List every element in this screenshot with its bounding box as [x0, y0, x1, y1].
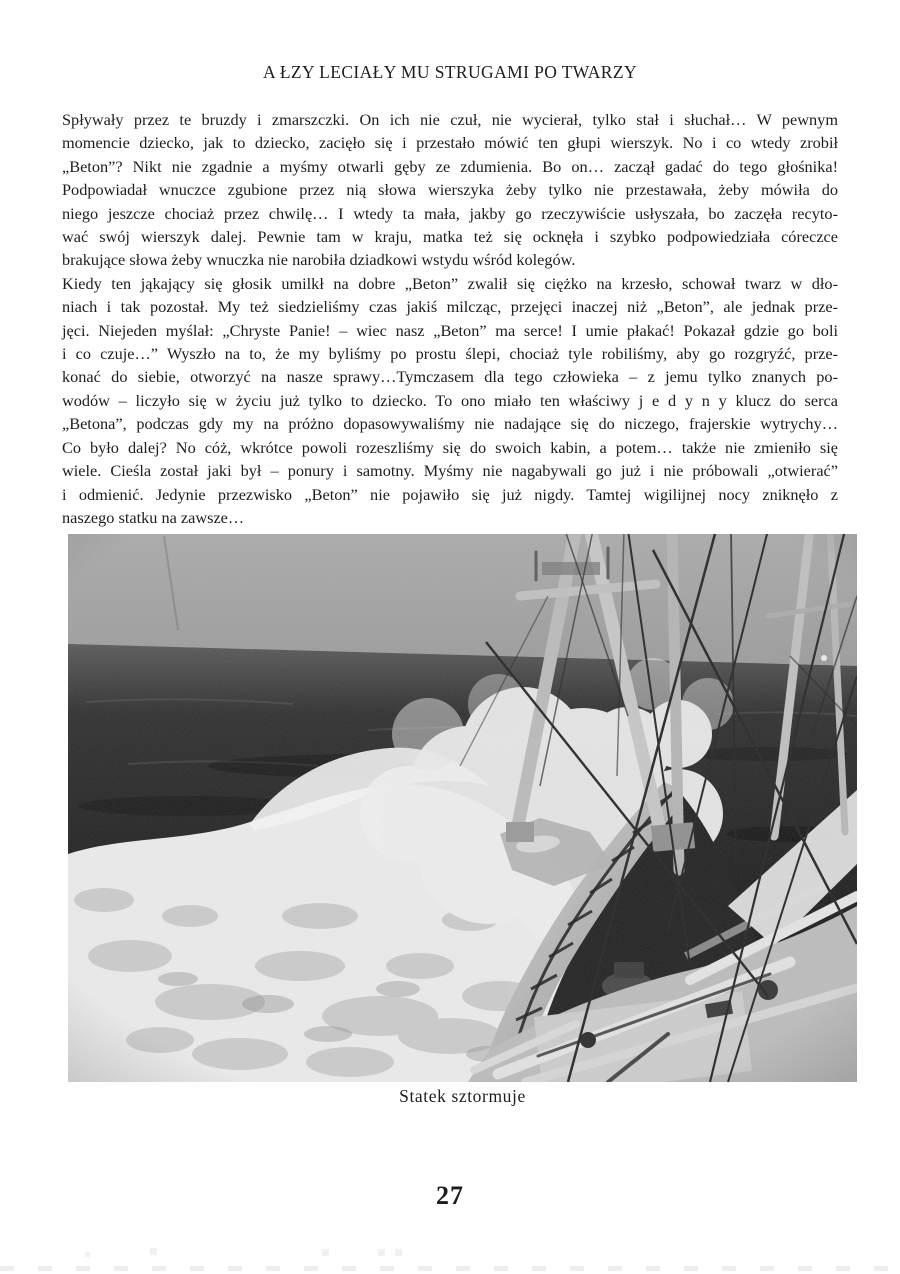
text-line: i odmienić. Jedynie przezwisko „Beton” nie pojawiło się już nigdy. Tamtej wigilijnej nocy zniknęło z [62, 484, 838, 504]
text-line: momencie dziecko, jak to dziecko, zacięło się i przestało mówić ten głupi wierszyk. No i co wtedy zrobił [62, 133, 838, 153]
text-line: „Beton”? Nikt nie zgadnie a myśmy otwarli gęby ze zdumienia. Bo on… zaczął gadać do tego głośnika! [62, 156, 838, 176]
scan-artifact-dot [395, 1249, 402, 1256]
page-title: A ŁZY LECIAŁY MU STRUGAMI PO TWARZY [262, 62, 638, 82]
text-line: brakujące słowa żeby wnuczka nie narobiła dziadkowi wstydu wśród kolegów. [62, 250, 576, 270]
text-line: wodów – liczyło się w życiu już tylko to dziecko. To ono miało ten właściwy j e d y n y klucz do serca [62, 390, 838, 410]
scan-artifact-dot [322, 1249, 329, 1256]
text-line: i co czuje…” Wyszło na to, że my byliśmy po prostu ślepi, chociaż tyle robiliśmy, aby go rozgryźć, prze- [62, 344, 838, 364]
text-line: niach i tak pozostał. My też siedzieliśmy czas jakiś milcząc, przejęci inaczej niż „Beton”, ale jednak prze- [62, 297, 838, 317]
text-line: Kiedy ten jąkający się głosik umilkł na dobre „Beton” zwalił się ciężko na krzesło, schował twarz w dło- [62, 273, 838, 293]
text-line: niego jeszcze chociaż przez chwilę… I wtedy ta mała, jakby go rzeczywiście usłyszała, bo zaczęła recyto- [62, 203, 838, 223]
text-line: Podpowiadał wnuczce zgubione przez nią słowa wierszyka żeby tylko nie przestawała, żeby mówiła do [62, 180, 838, 200]
scan-artifact-dot [85, 1252, 90, 1257]
text-line: konać do siebie, otworzyć na nasze sprawy…Tymczasem dla tego człowieka – z jemu tylko znanych po- [62, 367, 838, 387]
scan-artifact-dot [378, 1249, 385, 1256]
text-line: Co było dalej? No cóż, wkrótce powoli rozeszliśmy się do swoich kabin, a potem… także nie zmieniło się [62, 437, 838, 457]
photo-caption: Statek sztormuje [399, 1086, 526, 1106]
text-line: jęci. Niejeden myślał: „Chryste Panie! – wiec nasz „Beton” ma serce! I umie płakać! Pokazał gdzie go boli [62, 320, 838, 340]
text-line: wiele. Cieśla został jaki był – ponury i samotny. Myśmy nie nagabywali go już i nie próbowali „otwierać” [62, 461, 838, 481]
storm-photo [68, 534, 857, 1082]
storm-photo-svg [68, 534, 857, 1082]
body-text [62, 108, 838, 529]
text-line: Spływały przez te bruzdy i zmarszczki. On ich nie czuł, nie wycierał, tylko stał i słuchał… W pewnym [62, 110, 838, 129]
page-number: 27 [436, 1181, 464, 1210]
text-line: naszego statku na zawsze… [62, 507, 245, 527]
text-line: „Betona”, podczas gdy my na próżno dopasowywaliśmy nie nadające się do niczego, frajerskie wytrychy… [62, 414, 838, 434]
scan-artifact-strip [0, 1266, 900, 1271]
text-line: wać swój wierszyk dalej. Pewnie tam w kraju, matka też się ocknęła i szybko podpowiedziała córeczce [62, 227, 838, 247]
scan-artifact-dot [150, 1248, 157, 1255]
